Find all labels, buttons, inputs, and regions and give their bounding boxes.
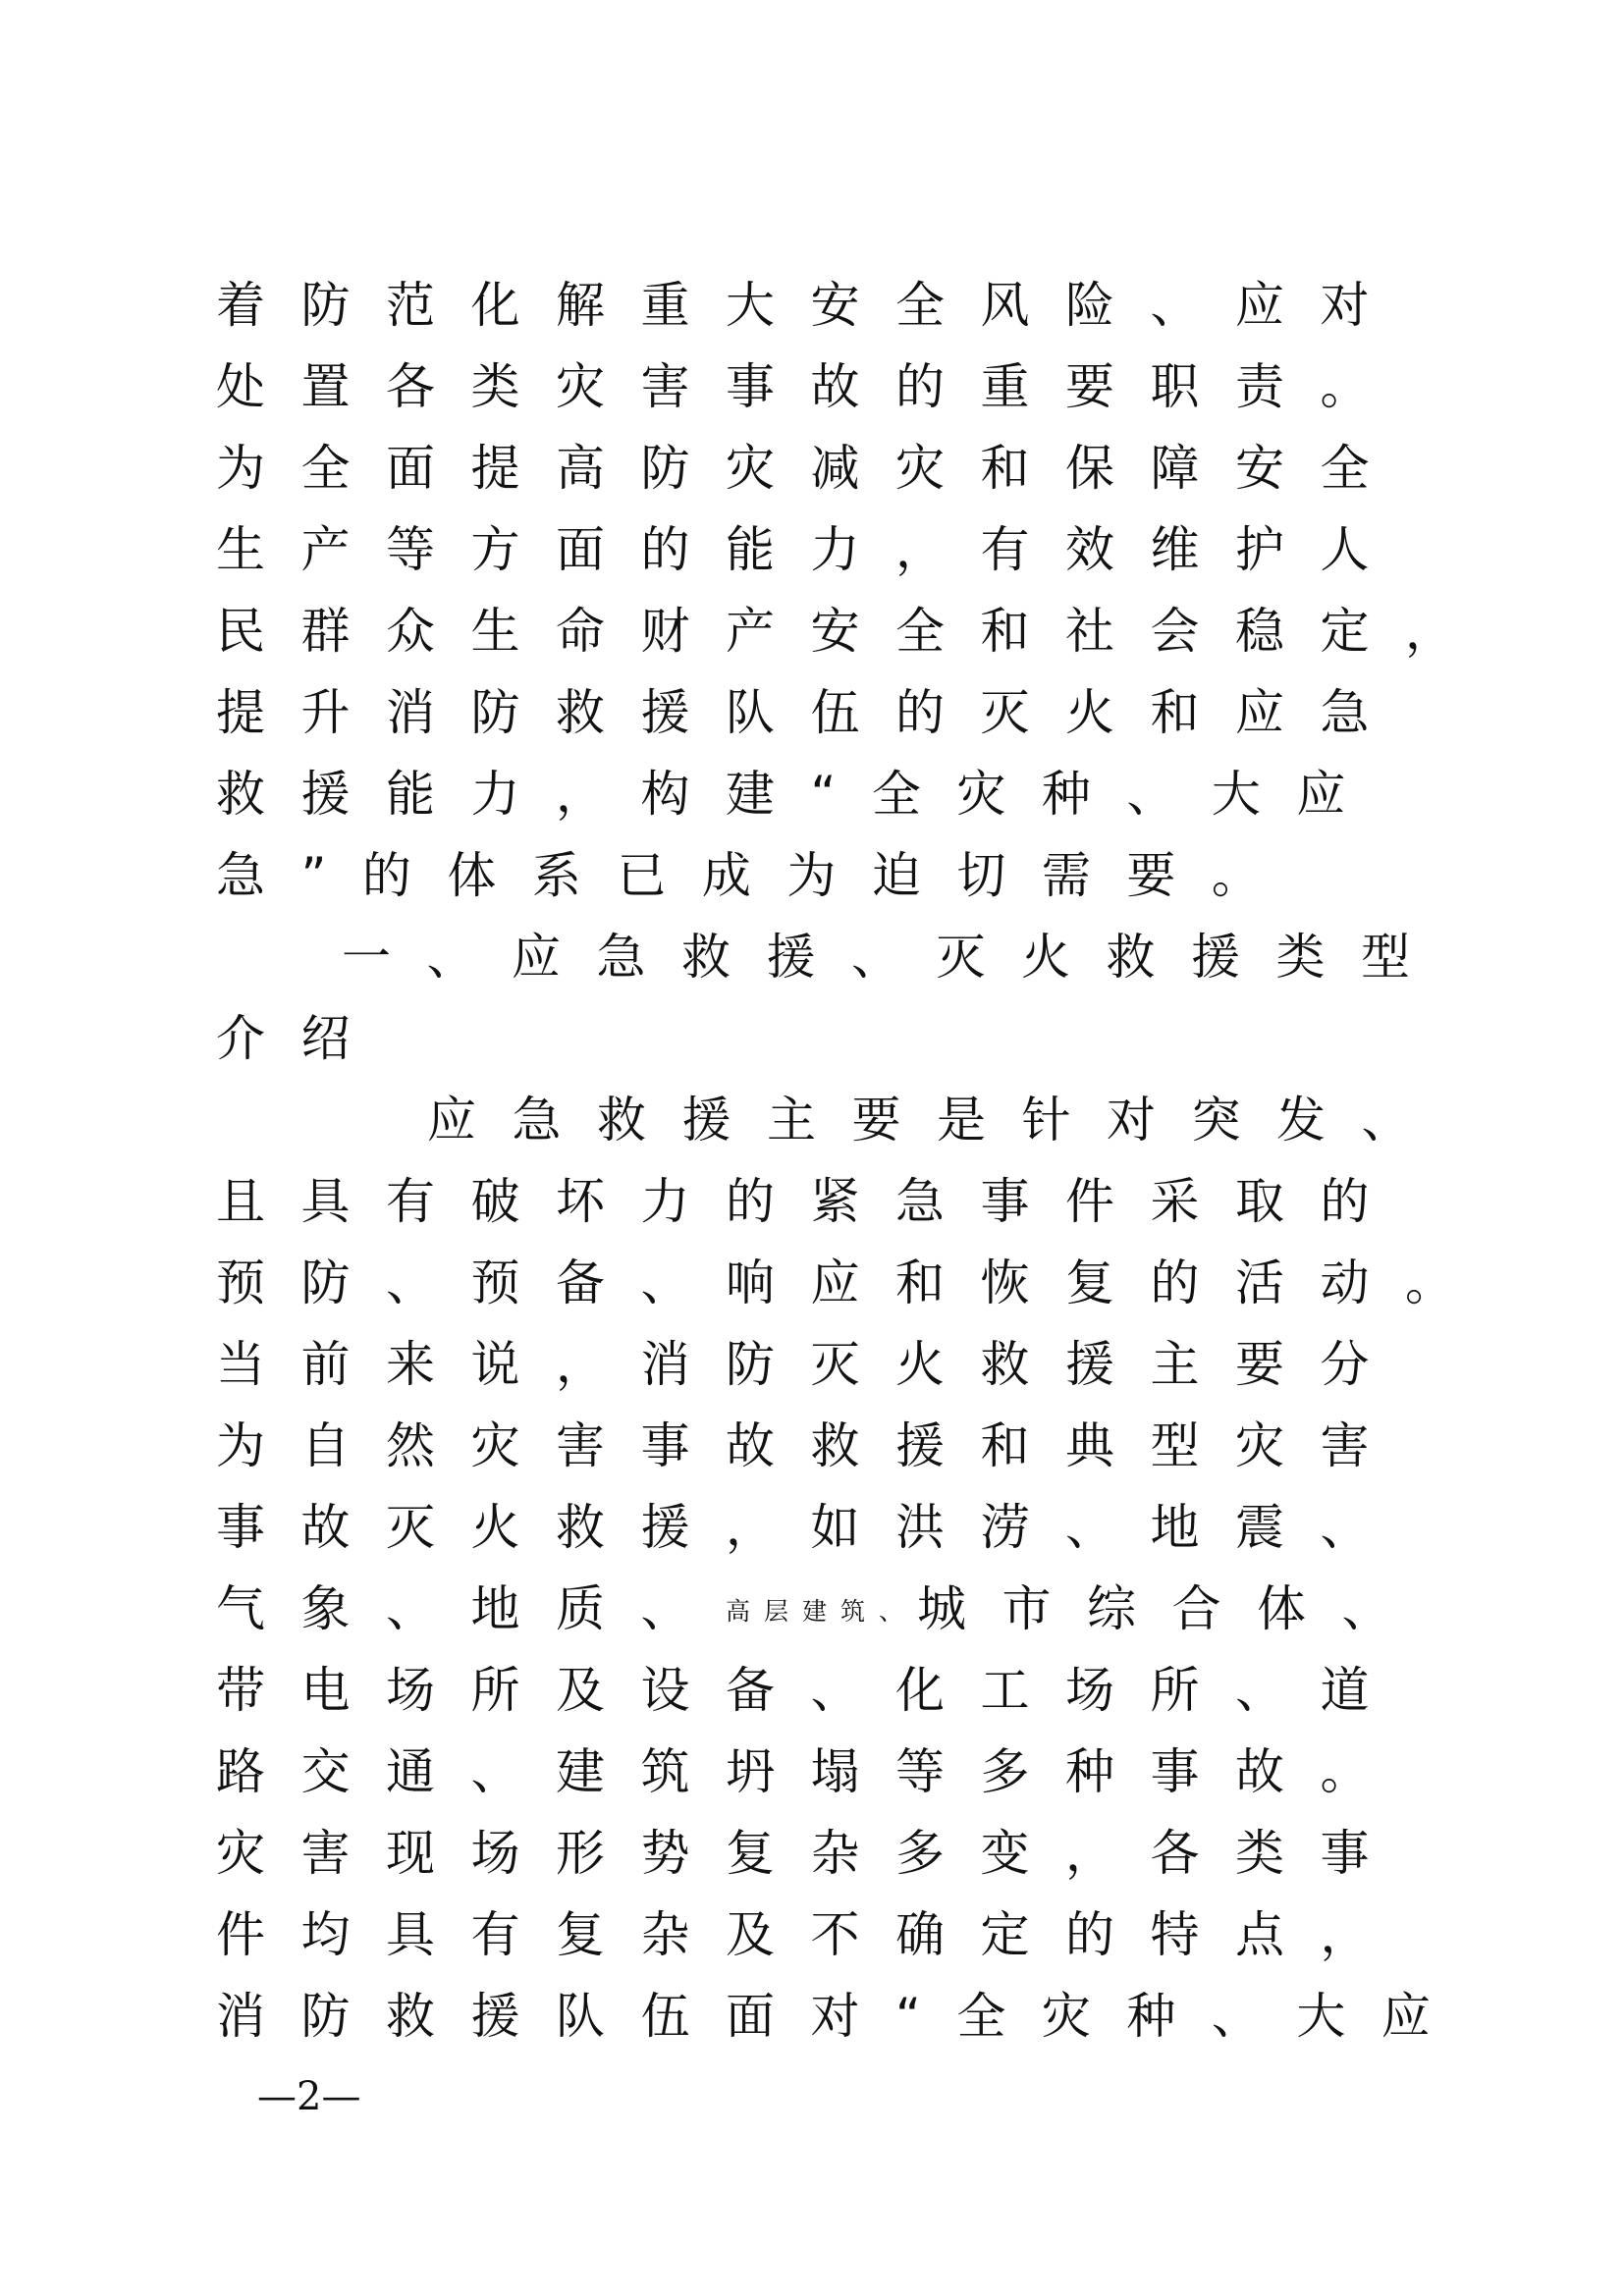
text-line-mixed bbox=[216, 1569, 1453, 1650]
body-text bbox=[216, 265, 1490, 2057]
text-line: 处置各类灾害事故的重要职责。 bbox=[216, 358, 1405, 415]
text-line: 灾害现场形势复杂多变，各类事 bbox=[216, 1825, 1405, 1882]
text-line: 当前来说，消防灭火救援主要分 bbox=[216, 1336, 1405, 1393]
text-line: 预防、预备、响应和恢复的活动。 bbox=[216, 1255, 1490, 1311]
text-line: 着防范化解重大安全风险、应对 bbox=[216, 277, 1405, 334]
text-line: 件均具有复杂及不确定的特点， bbox=[216, 1906, 1405, 1963]
text-segment: 城市综合体、 bbox=[917, 1580, 1428, 1637]
text-line: 提升消防救援队伍的灭火和应急 bbox=[216, 684, 1405, 741]
page-number: —2— bbox=[257, 2074, 361, 2119]
text-line: 救援能力，构建“全灾种、大应 bbox=[216, 766, 1381, 823]
text-line: 事故灭火救援，如洪涝、地震、 bbox=[216, 1499, 1405, 1556]
text-line: 为自然灾害事故救援和典型灾害 bbox=[216, 1417, 1405, 1474]
text-line: 带电场所及设备、化工场所、道 bbox=[216, 1662, 1405, 1719]
section-heading-continuation: 介绍 bbox=[216, 1010, 386, 1067]
text-line: 急”的体系已成为迫切需要。 bbox=[216, 847, 1297, 904]
small-text-segment: 高层建筑、 bbox=[726, 1597, 918, 1626]
text-line: 路交通、建筑坍塌等多种事故。 bbox=[216, 1743, 1405, 1800]
text-segment: 气象、地质、 bbox=[216, 1580, 726, 1637]
section-heading: 一、应急救援、灭火救援类型 bbox=[342, 929, 1446, 986]
text-line: 为全面提高防灾减灾和保障安全 bbox=[216, 440, 1405, 497]
text-line: 消防救援队伍面对“全灾种、大应 bbox=[216, 1988, 1467, 2045]
text-line: 民群众生命财产安全和社会稳定， bbox=[216, 603, 1490, 660]
text-line: 且具有破坏力的紧急事件采取的 bbox=[216, 1173, 1405, 1230]
paragraph-start-line: 应急救援主要是针对突发、 bbox=[427, 1092, 1446, 1148]
text-line: 生产等方面的能力，有效维护人 bbox=[216, 521, 1405, 578]
